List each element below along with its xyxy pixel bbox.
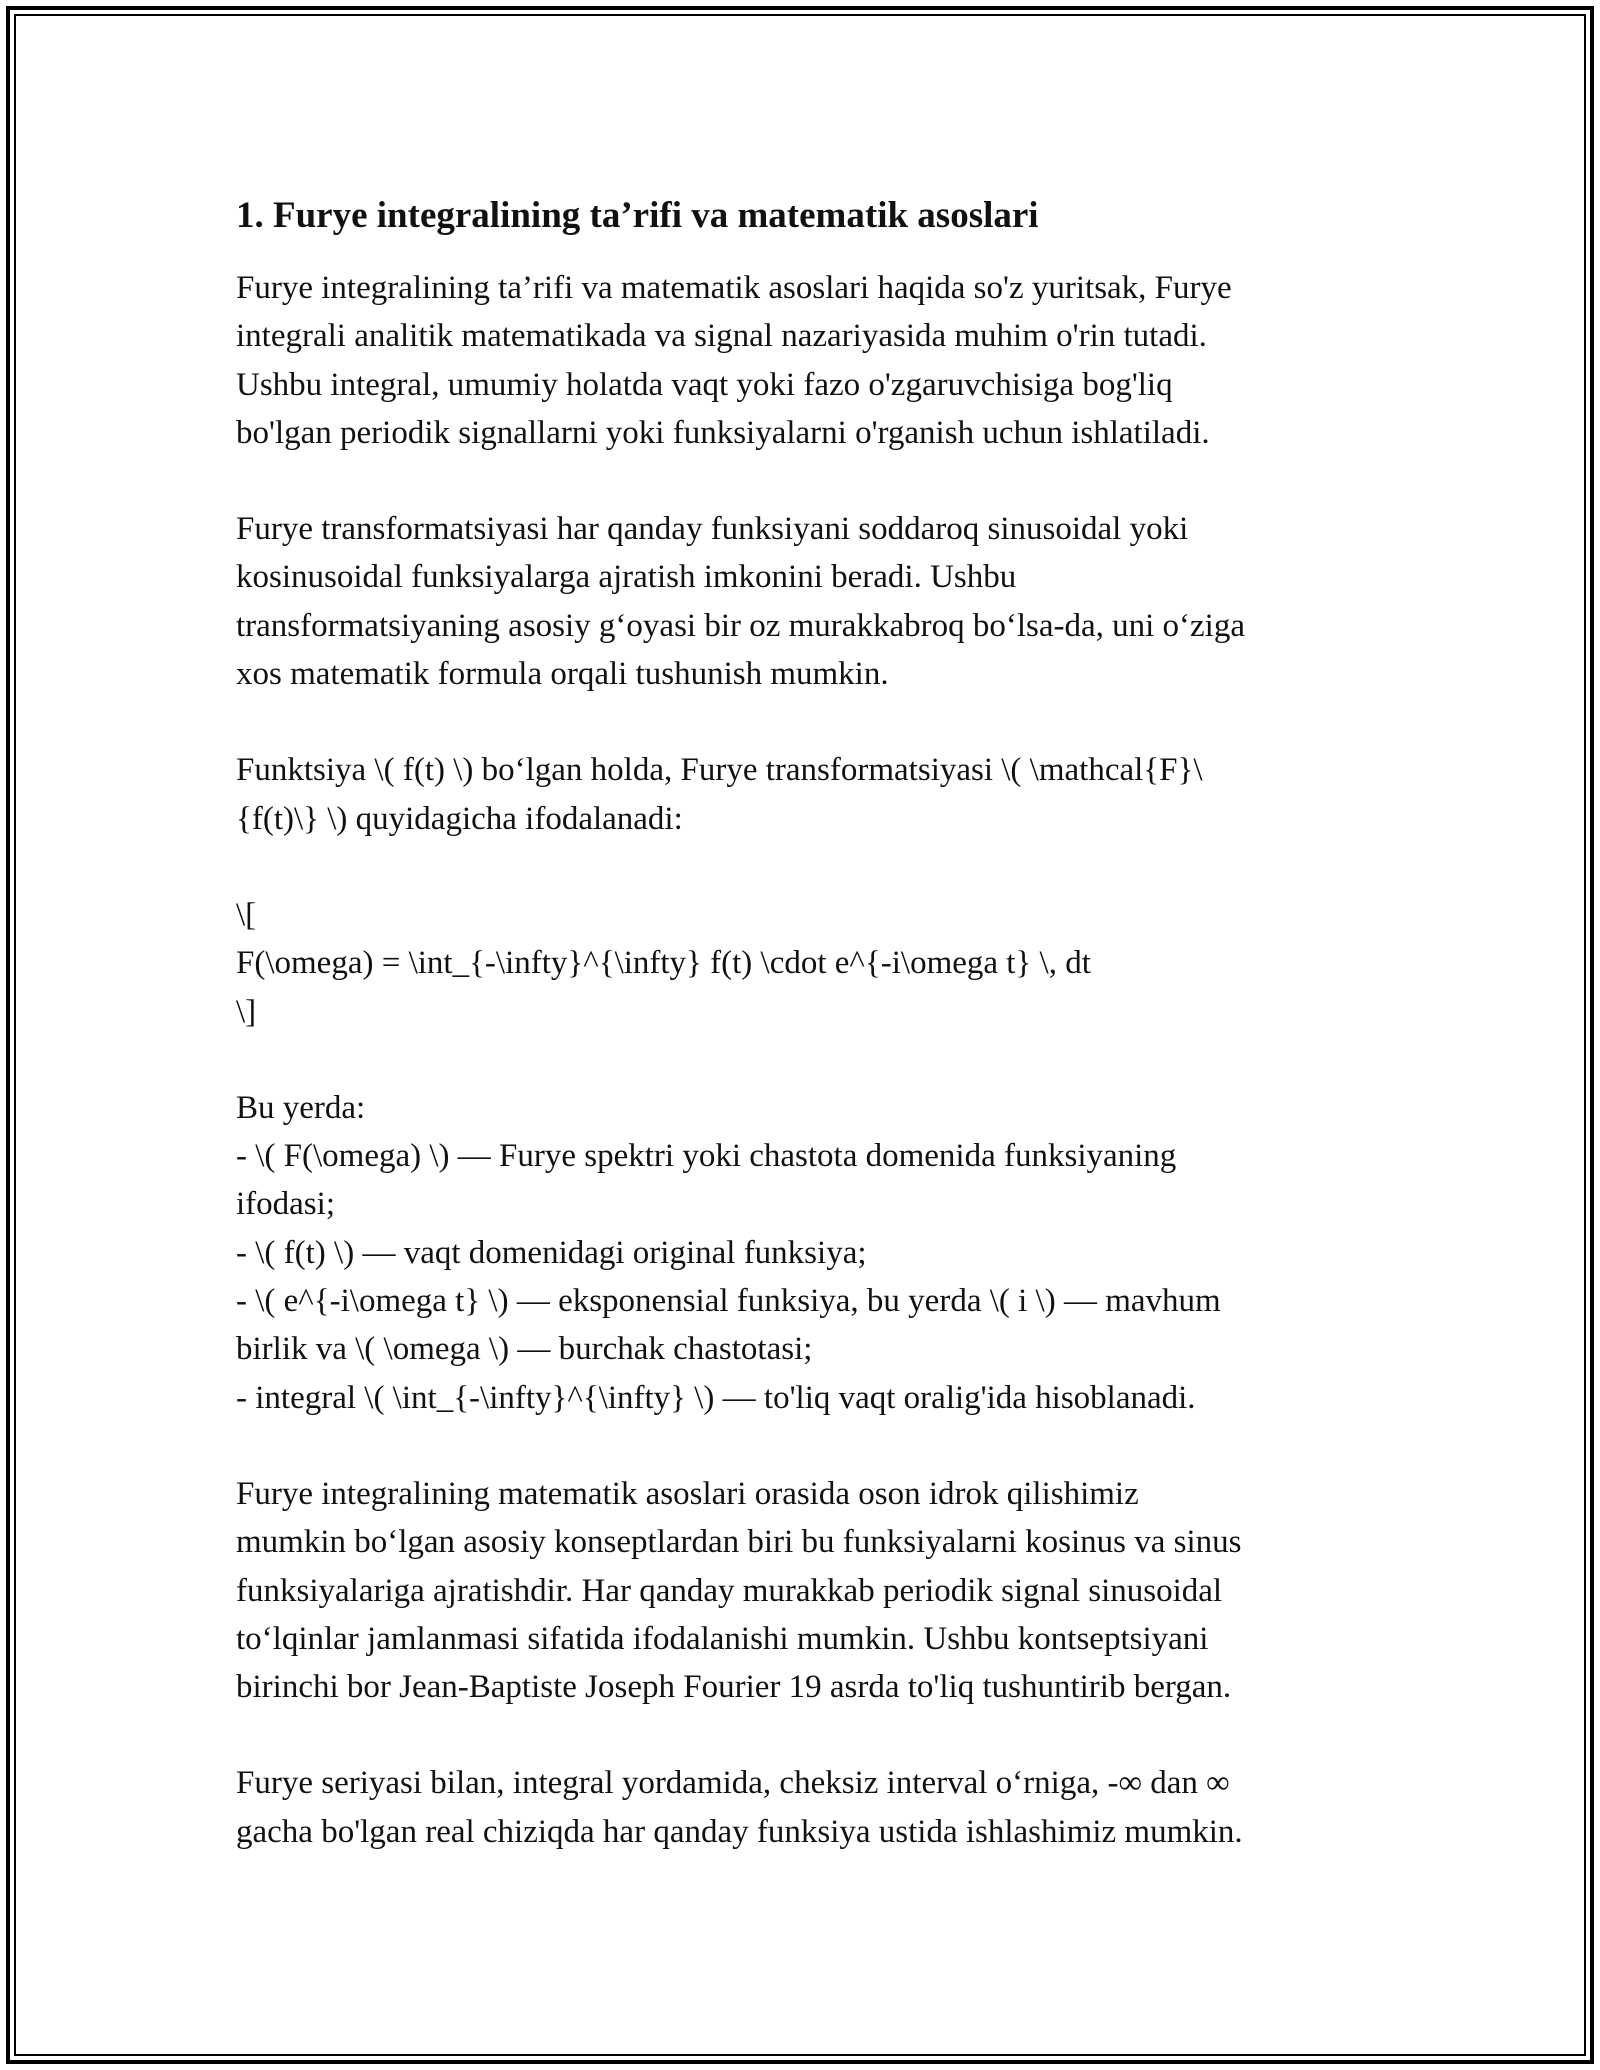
text-line: Ushbu integral, umumiy holatda vaqt yoki fazo o'zgaruvchisiga bog'liq [236,366,1173,403]
formula-line: F(\omega) = \int_{-\infty}^{\infty} f(t) \cdot e^{-i\omega t} \, dt [236,945,1091,982]
formula-line: \] [236,993,257,1030]
text-line: Funktsiya \( f(t) \) bo‘lgan holda, Furye transformatsiyasi \( \mathcal{F}\ [236,752,1203,789]
text-line: Furye integralining ta’rifi va matematik asoslari haqida so'z yuritsak, Furye [236,270,1232,306]
text-line: mumkin bo‘lgan asosiy konseptlardan biri bu funksiyalarni kosinus va sinus [236,1524,1242,1561]
text-line: funksiyalariga ajratishdir. Har qanday murakkab periodik signal sinusoidal [236,1572,1223,1609]
paragraph-foundations [236,1470,1366,1711]
list-item: - integral \( \int_{-\infty}^{\infty} \) — to'liq vaqt oralig'ida hisoblanadi. [236,1379,1196,1416]
text-line: birinchi bor Jean-Baptiste Joseph Fourier 19 asrda to'liq tushuntirib bergan. [236,1669,1232,1706]
paragraph-function-definition [236,746,1366,843]
section-heading: 1. Furye integralining ta’rifi va matematik asoslari [236,195,1039,236]
formula-block [236,891,1366,1036]
text-line: kosinusoidal funksiyalarga ajratish imkonini beradi. Ushbu [236,559,1017,596]
text-line: Furye transformatsiyasi har qanday funksiyani soddaroq sinusoidal yoki [236,511,1189,548]
list-item: - \( f(t) \) — vaqt domenidagi original funksiya; [236,1234,867,1271]
list-item: ifodasi; [236,1186,335,1223]
formula-line: \[ [236,896,257,933]
paragraph-intro [236,264,1366,457]
paragraph-transform [236,505,1366,698]
paragraph-definitions-list [236,1084,1366,1422]
document-body [236,190,1366,1904]
text-line: Bu yerda: [236,1089,366,1126]
text-line: Furye seriyasi bilan, integral yordamida, cheksiz interval o‘rniga, -∞ dan ∞ [236,1765,1230,1802]
list-item: birlik va \( \omega \) — burchak chastotasi; [236,1331,813,1368]
list-item: - \( e^{-i\omega t} \) — eksponensial funksiya, bu yerda \( i \) — mavhum [236,1283,1221,1320]
text-line: integrali analitik matematikada va signal nazariyasida muhim o'rin tutadi. [236,318,1207,355]
text-line: xos matematik formula orqali tushunish mumkin. [236,656,889,693]
text-line: transformatsiyaning asosiy g‘oyasi bir oz murakkabroq bo‘lsa-da, uni o‘ziga [236,607,1245,644]
paragraph-series [236,1759,1366,1856]
text-line: gacha bo'lgan real chiziqda har qanday funksiya ustida ishlashimiz mumkin. [236,1813,1243,1850]
list-item: - \( F(\omega) \) — Furye spektri yoki chastota domenida funksiyaning [236,1138,1177,1175]
text-line: to‘lqinlar jamlanmasi sifatida ifodalanishi mumkin. Ushbu kontseptsiyani [236,1620,1209,1657]
text-line: {f(t)\} \) quyidagicha ifodalanadi: [236,800,683,837]
text-line: bo'lgan periodik signallarni yoki funksiyalarni o'rganish uchun ishlatiladi. [236,414,1210,451]
text-line: Furye integralining matematik asoslari orasida oson idrok qilishimiz [236,1475,1139,1512]
